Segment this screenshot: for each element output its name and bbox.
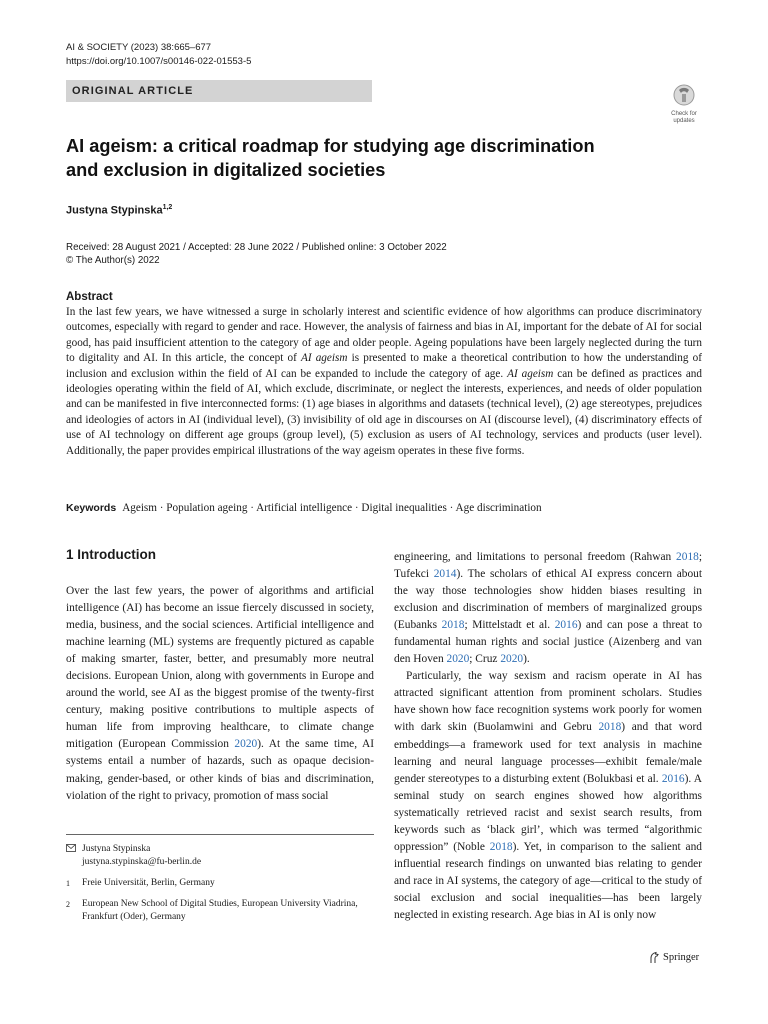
text: engineering, and limitations to personal freedom (Rahwan bbox=[394, 551, 677, 563]
text: ) and can pose a threat to fundamental human rights and social justice (Aizenberg and van den Hoven bbox=[394, 619, 703, 666]
citation-link[interactable]: 2016 bbox=[661, 772, 685, 785]
text: ; Mittelstadt et al. bbox=[464, 619, 555, 632]
paragraph bbox=[394, 668, 702, 924]
paragraph bbox=[66, 583, 374, 805]
abstract-heading: Abstract bbox=[66, 291, 113, 303]
text: ; Cruz bbox=[469, 653, 501, 666]
citation-link[interactable]: 2014 bbox=[433, 568, 457, 581]
citation-link[interactable]: 2020 bbox=[446, 653, 470, 666]
contact-footnote bbox=[66, 843, 374, 869]
footnotes bbox=[66, 843, 374, 932]
footnote-mark: 2 bbox=[66, 900, 70, 909]
abstract-term: AI ageism bbox=[300, 352, 348, 365]
footnote-divider bbox=[66, 834, 374, 835]
journal-info bbox=[66, 41, 251, 69]
author bbox=[66, 204, 172, 217]
affiliation-text: European New School of Digital Studies, European University Viadrina, Frankfurt (Oder), Germany bbox=[82, 899, 358, 922]
crossmark-label-1: Check for bbox=[671, 111, 697, 117]
body-column-left bbox=[66, 583, 374, 805]
keywords bbox=[66, 500, 702, 516]
affiliation-marks: 1,2 bbox=[162, 204, 173, 211]
publication-dates bbox=[66, 241, 447, 267]
text: ). The scholars of ethical AI express concern about the way those technologies show hidden biases resulting in exclusion and discrimination of members of marginalized groups (Eubanks bbox=[394, 568, 702, 632]
abstract-part: In the last few years, we have witnessed a surge in scholarly interest and scientific evidence of how algorithms can produce discriminatory outcomes, especially with regard to gender and race. However, the analysis of fairness and bias in AI, important for the debate of AI for social good, has paid insufficient attention to the category of age and older people. Ageing populations have been largely neglected during the turn to digitality and AI. In this article, the concept of bbox=[66, 306, 702, 365]
publisher-logo bbox=[648, 951, 699, 964]
text: ). bbox=[523, 653, 530, 666]
doi-link[interactable]: https://doi.org/10.1007/s00146-022-01553-5 bbox=[66, 56, 252, 67]
citation-link[interactable]: 2018 bbox=[489, 840, 513, 853]
citation-link[interactable]: 2018 bbox=[598, 721, 622, 734]
article-type-banner: ORIGINAL ARTICLE bbox=[66, 80, 372, 102]
abstract-term: AI ageism bbox=[507, 367, 554, 380]
contact-name: Justyna Stypinska bbox=[82, 844, 151, 854]
text: Particularly, the way sexism and racism operate in AI has attracted significant attention from prominent scholars. Studies have shown how face recognition systems work poorly for women with dark skin (Buolamwini and Gebru bbox=[394, 670, 702, 734]
check-for-updates-badge[interactable] bbox=[664, 84, 704, 124]
text: ). A seminal study on search engines showed how algorithms systematically retrieved racist and sexist search results, from keywords such as ‘black girl’, which was termed “algorithmic oppression” (Noble bbox=[394, 772, 702, 853]
author-name: Justyna Stypinska bbox=[66, 204, 163, 217]
citation-link[interactable]: 2020 bbox=[500, 653, 524, 666]
citation-link[interactable]: 2020 bbox=[234, 738, 258, 751]
text: ). Yet, in comparison to the salient and influential research findings on unwanted bias relating to gender and race in AI systems, the category of age—critical to the study of social exclusion and social inequalities—has been largely neglected in existing research. Age bias in AI is only now bbox=[394, 840, 702, 921]
contact-email[interactable]: justyna.stypinska@fu-berlin.de bbox=[82, 857, 202, 867]
paragraph bbox=[394, 549, 702, 668]
affiliation-footnote-1 bbox=[66, 877, 374, 890]
crossmark-icon bbox=[673, 84, 695, 106]
citation-link[interactable]: 2018 bbox=[676, 551, 699, 563]
abstract-part: is presented to make a theoretical contribution to how the understanding of inclusion and exclusion within the field of AI can be expanded to include the category of age. bbox=[66, 352, 702, 380]
body-column-right bbox=[394, 549, 702, 924]
footnote-mark: 1 bbox=[66, 879, 70, 888]
journal-citation: AI & SOCIETY (2023) 38:665–677 bbox=[66, 42, 212, 53]
keywords-list: Ageism · Population ageing · Artificial intelligence · Digital inequalities · Age discrimination bbox=[122, 502, 542, 514]
publisher-name: Springer bbox=[663, 952, 700, 963]
abstract-part: can be defined as practices and ideologies operating within the field of AI, which exclude, discriminate, or neglect the interests, experiences, and needs of older population and can be manifested in five interconnected forms: (1) age biases in algorithms and datasets (technical level), (2) age stereotypes, prejudices and ideologies of actors in AI (individual level), (3) invisibility of old age in discourses on AI (discourse level), (4) discriminatory effects of use of AI technology on different age groups (group level), (5) exclusion as users of AI technology, services and products (user level). Additionally, the paper provides empirical illustrations of the way ageism operates in these five forms. bbox=[66, 367, 702, 457]
affiliation-footnote-2 bbox=[66, 898, 374, 924]
envelope-icon bbox=[66, 843, 82, 869]
text: Over the last few years, the power of algorithms and artificial intelligence (AI) has become an issue fiercely discussed in society, media, business, and the social sciences. Artificial intelligence and machine learning (ML) systems are frequently pictured as capable of making smarter, faster, better, and presumably more neutral decisions. European Union, along with governments in Europe and around the world, see AI as the biggest promise of the twenty-first century, making positive contributions to multiple aspects of human life from improving healthcare, to climate change mitigation (European Commission bbox=[66, 585, 374, 751]
copyright: © The Author(s) 2022 bbox=[66, 255, 160, 266]
abstract-text bbox=[66, 305, 702, 459]
text: ) and that word embeddings—a framework used for text analysis in machine learning and neural language processes—exhibit female/male gender stereotypes to a disturbing extent (Bolukbasi et al. bbox=[394, 721, 702, 785]
affiliation-text: Freie Universität, Berlin, Germany bbox=[82, 878, 215, 888]
dates-line: Received: 28 August 2021 / Accepted: 28 June 2022 / Published online: 3 October 2022 bbox=[66, 242, 447, 253]
section-heading: 1 Introduction bbox=[66, 547, 156, 562]
article-title: AI ageism: a critical roadmap for studying age discrimination and exclusion in digitalized societies bbox=[66, 136, 595, 180]
text: ; Tufekci bbox=[394, 551, 702, 581]
keywords-label: Keywords bbox=[66, 502, 117, 514]
text: ). At the same time, AI systems entail a number of hazards, such as opaque decision-making, gender-based, or other kinds of bias and discrimination, violation of the right to privacy, promotion of mass social bbox=[66, 738, 374, 802]
crossmark-label-2: updates bbox=[673, 118, 695, 124]
citation-link[interactable]: 2018 bbox=[441, 619, 465, 632]
springer-horse-icon bbox=[648, 951, 660, 964]
citation-link[interactable]: 2016 bbox=[554, 619, 578, 632]
